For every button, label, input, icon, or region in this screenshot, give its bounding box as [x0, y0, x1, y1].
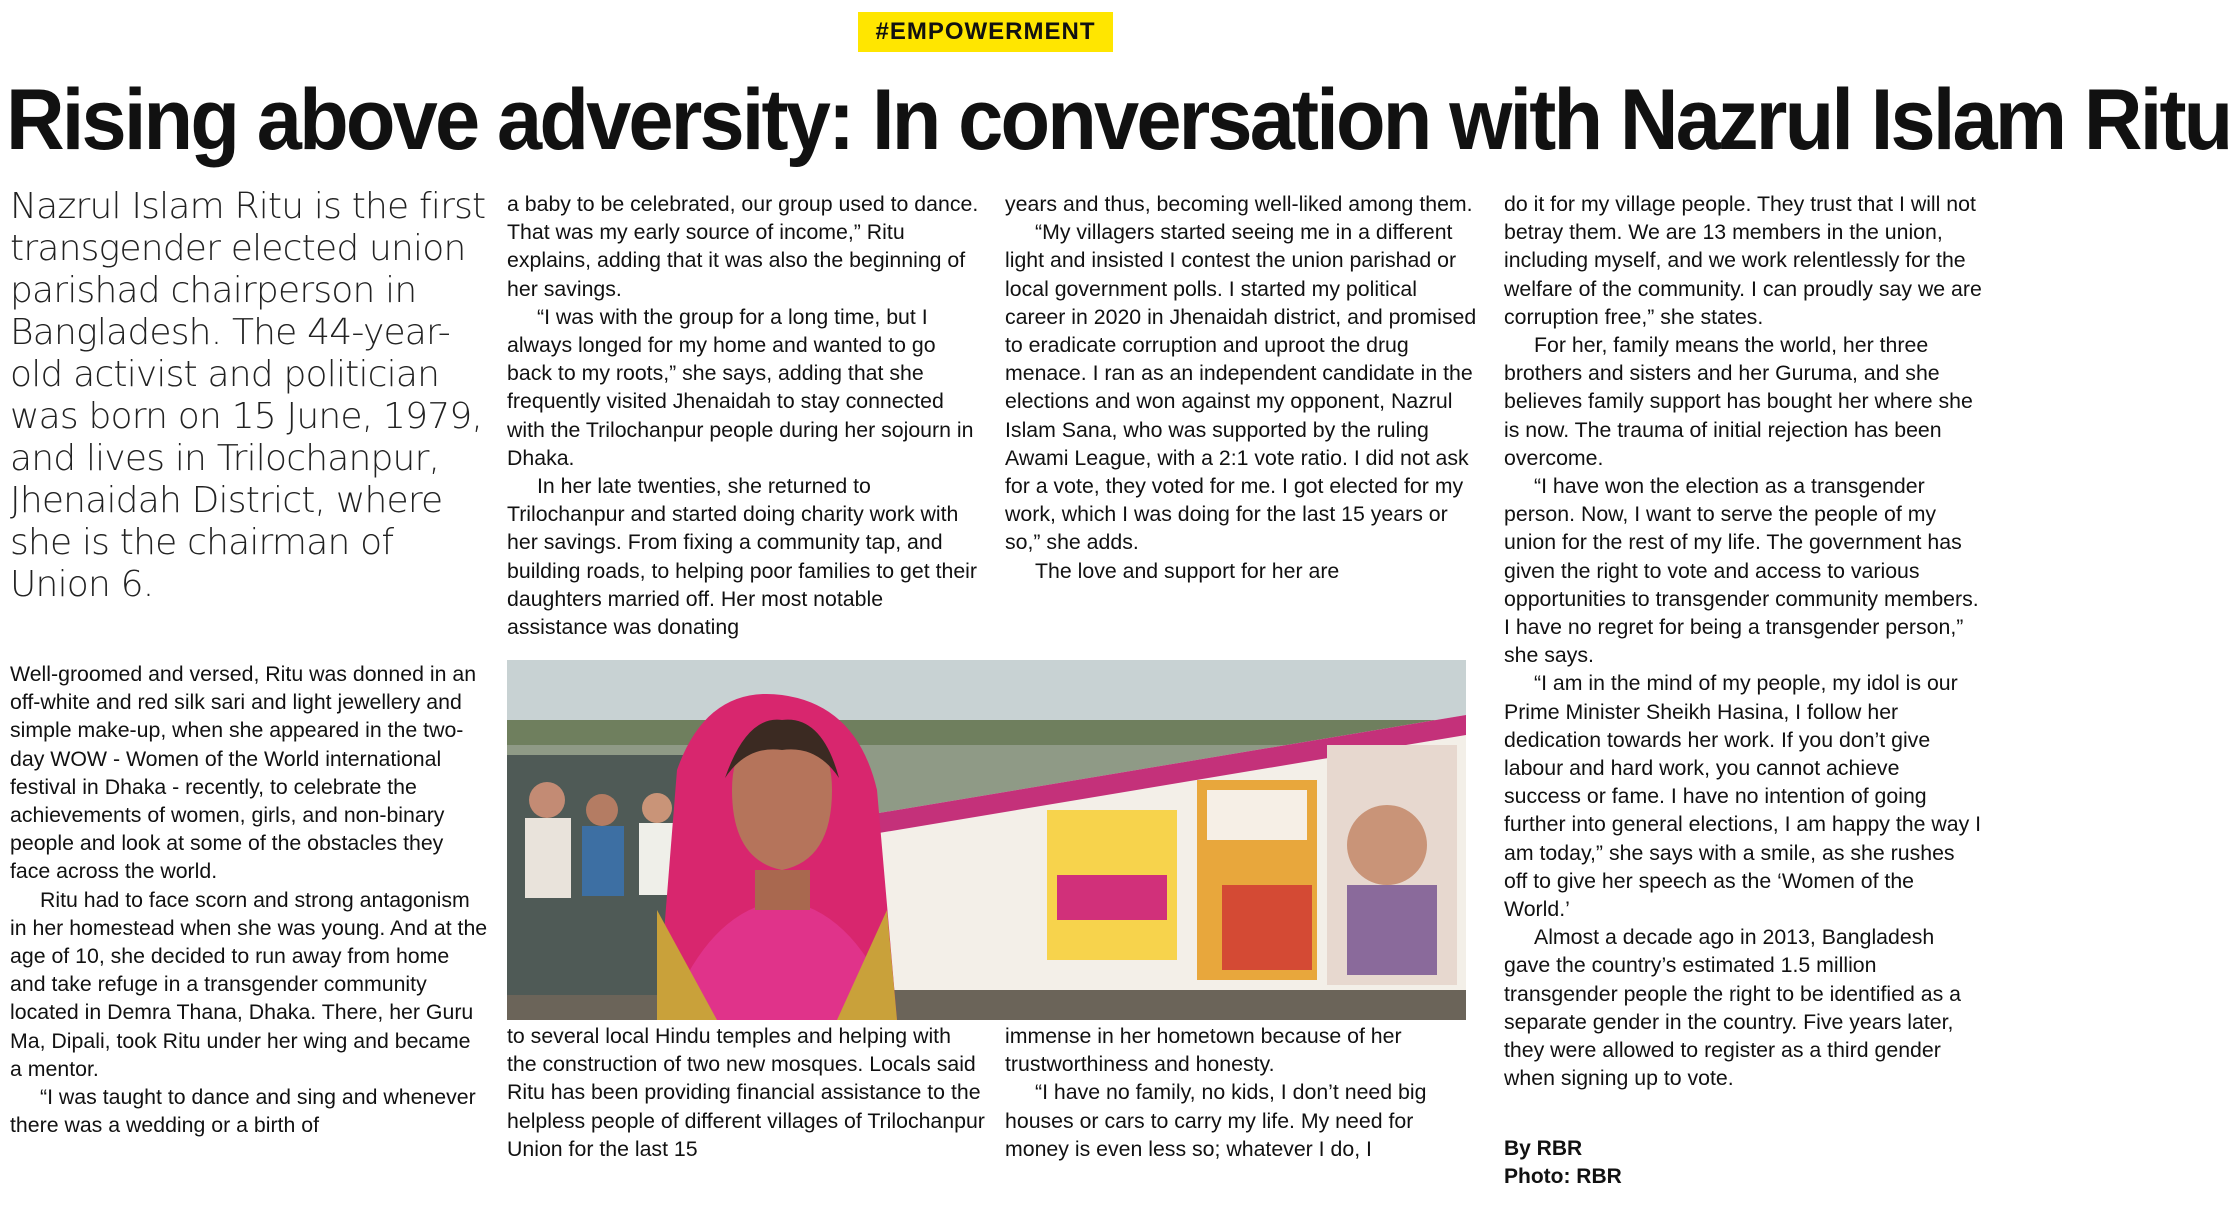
- body-paragraph: years and thus, becoming well-liked among them.: [1005, 192, 1473, 216]
- body-paragraph: Ritu had to face scorn and strong antagonism in her homestead when she was young. And at the age of 10, she decided to run away from home and take refuge in a transgender community located in Demra Thana, Dhaka. There, her Guru Ma, Dipali, took Ritu under her wing and became a mentor.: [10, 887, 488, 1081]
- byline: [1504, 1135, 1622, 1191]
- column-3-bottom: [1005, 1022, 1483, 1163]
- body-paragraph: “My villagers started seeing me in a different light and insisted I contest the union parishad or local government polls. I started my political career in 2020 in Jhenaidah district, and promised to eradicate corruption and uproot the drug menace. I ran as an independent candidate in the elections and won against my opponent, Nazrul Islam Sana, who was supported by the ruling Awami League, with a 2:1 vote ratio. I did not ask for a vote, they voted for me. I got elected for my work, which I was doing for the last 15 years or so,” she adds.: [1005, 220, 1477, 555]
- body-paragraph: Almost a decade ago in 2013, Bangladesh gave the country’s estimated 1.5 million transgender people the right to be identified as a separate gender in the country. Five years later, they were allowed to register as a third gender when signing up to vote.: [1504, 925, 1962, 1091]
- body-paragraph: do it for my village people. They trust that I will not betray them. We are 13 members in the union, including myself, and we work relentlessly for the welfare of the community. I can proudly say we are corruption free,” she states.: [1504, 192, 1982, 329]
- body-paragraph: “I was taught to dance and sing and whenever there was a wedding or a birth of: [10, 1085, 476, 1138]
- body-paragraph: immense in her hometown because of her trustworthiness and honesty.: [1005, 1024, 1402, 1077]
- body-paragraph: “I was with the group for a long time, but I always longed for my home and wanted to go back to my roots,” she says, adding that she frequently visited Jhenaidah to stay connected with the Trilochanpur people during her sojourn in Dhaka.: [507, 304, 974, 470]
- body-paragraph: “I am in the mind of my people, my idol is our Prime Minister Sheikh Hasina, I follow her dedication towards her work. If you don’t give labour and hard work, you cannot achieve success or fame. I have no intention of going further into general elections, I am happy the way I am today,” she says with a smile, as she rushes off to give her speech as the ‘Women of the World.’: [1504, 671, 1982, 922]
- body-paragraph: In her late twenties, she returned to Trilochanpur and started doing charity work with her savings. From fixing a community tap, and building roads, to helping poor families to get their daughters married off. Her most notable assistance was donating: [507, 474, 977, 640]
- column-4: [1504, 190, 1982, 1093]
- body-paragraph: The love and support for her are: [1035, 558, 1340, 583]
- headline: Rising above adversity: In conversation with Nazrul Islam Ritu: [6, 72, 2230, 168]
- column-2-top: [507, 190, 985, 641]
- photo-credit: Photo: RBR: [1504, 1165, 1622, 1188]
- body-paragraph: to several local Hindu temples and helping with the construction of two new mosques. Locals said Ritu has been providing financial assistance to the helpless people of different villages of Trilochanpur Union for the last 15: [507, 1024, 985, 1161]
- column-3-top: [1005, 190, 1483, 585]
- body-paragraph: For her, family means the world, her three brothers and sisters and her Guruma, and she believes family support has bought her where she is now. The trauma of initial rejection has been overcome.: [1504, 333, 1973, 470]
- section-tag: #EMPOWERMENT: [858, 12, 1113, 52]
- photo-illustration: [507, 660, 1466, 1020]
- body-paragraph: “I have no family, no kids, I don’t need big houses or cars to carry my life. My need for money is even less so; whatever I do, I: [1005, 1080, 1427, 1161]
- article-photo: [507, 660, 1466, 1020]
- body-paragraph: a baby to be celebrated, our group used to dance. That was my early source of income,” Ritu explains, adding that it was also the beginning of her savings.: [507, 192, 979, 301]
- body-paragraph: Well-groomed and versed, Ritu was donned in an off-white and red silk sari and light jewellery and simple make-up, when she appeared in the two-day WOW - Women of the World international festival in Dhaka - recently, to celebrate the achievements of women, girls, and non-binary people and look at some of the obstacles they face across the world.: [10, 662, 477, 884]
- intro-paragraph: Nazrul Islam Ritu is the first transgender elected union parishad chairperson in Bangladesh. The 44-year-old activist and politician was born on 15 June, 1979, and lives in Trilochanpur, Jhenaidah District, where she is the chairman of Union 6.: [10, 186, 486, 605]
- column-1: [10, 660, 488, 1139]
- body-paragraph: “I have won the election as a transgender person. Now, I want to serve the people of my union for the rest of my life. The government has given the right to vote and access to various opportunities to transgender community members. I have no regret for being a transgender person,” she says.: [1504, 474, 1979, 668]
- column-2-bottom: [507, 1022, 985, 1163]
- author-credit: By RBR: [1504, 1137, 1583, 1160]
